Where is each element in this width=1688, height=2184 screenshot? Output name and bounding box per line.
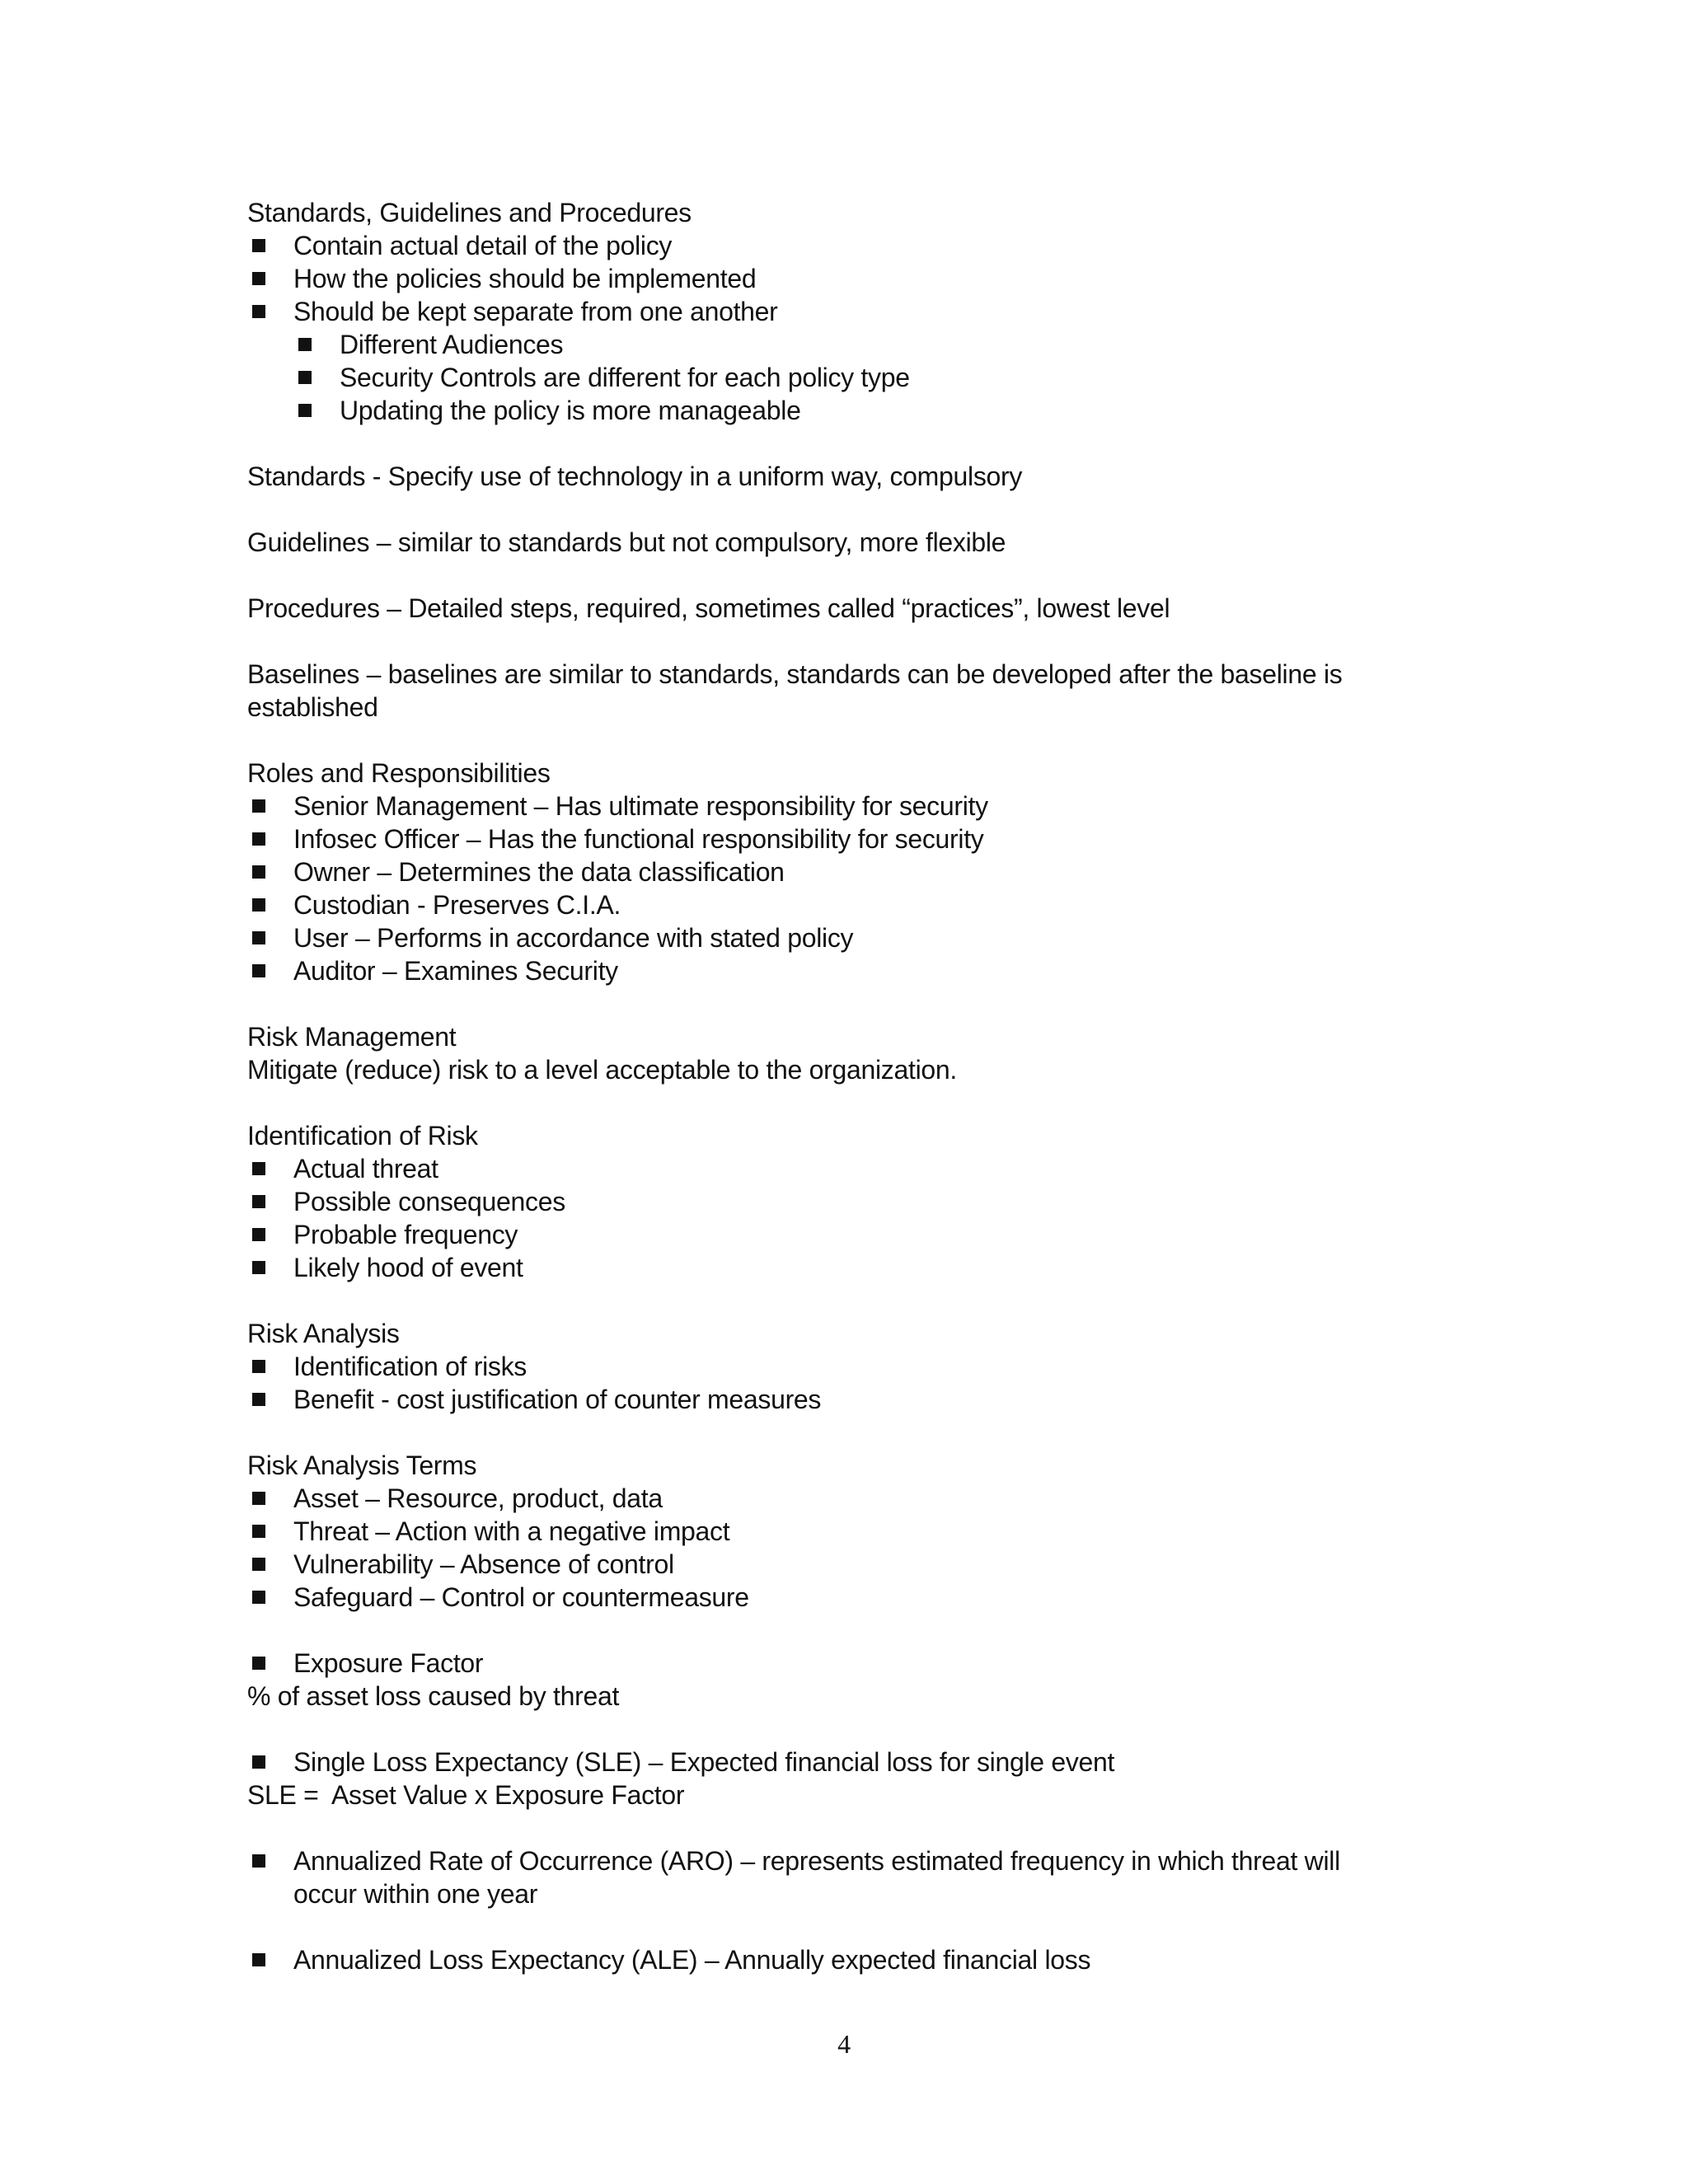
bullet-text: Single Loss Expectancy (SLE) – Expected financial loss for single event: [293, 1747, 1115, 1777]
definition-procedures: Procedures – Detailed steps, required, sometimes called “practices”, lowest level: [247, 593, 1170, 623]
bullet-text: Vulnerability – Absence of control: [293, 1549, 674, 1579]
bullet-text: Threat – Action with a negative impact: [293, 1516, 730, 1546]
bullet-item: [293, 823, 984, 855]
bullet-text: Security Controls are different for each policy type: [340, 363, 910, 392]
bullet-text: Different Audiences: [340, 330, 564, 359]
bullet-item: [293, 888, 621, 921]
section-heading: Risk Analysis Terms: [247, 1451, 477, 1480]
formula: SLE = Asset Value x Exposure Factor: [247, 1780, 685, 1810]
square-bullet-icon: [252, 1755, 265, 1769]
square-bullet-icon: [252, 898, 265, 912]
square-bullet-icon: [252, 272, 265, 285]
section-heading: Risk Analysis: [247, 1319, 400, 1348]
bullet-text: Contain actual detail of the policy: [293, 231, 673, 260]
square-bullet-icon: [252, 799, 265, 813]
bullet-item: [293, 921, 853, 954]
bullet-item: [293, 1185, 565, 1218]
bullet-item: [293, 295, 778, 328]
square-bullet-icon: [252, 832, 265, 846]
sub-bullet-item: [340, 328, 563, 361]
bullet-item: [293, 790, 988, 823]
bullet-item: [293, 1152, 438, 1185]
definition-guidelines: Guidelines – similar to standards but not compulsory, more flexible: [247, 527, 1006, 557]
sub-bullet-item: [340, 394, 801, 427]
square-bullet-icon: [252, 1195, 265, 1208]
bullet-text: Annualized Rate of Occurrence (ARO) – represents estimated frequency in which threat will: [293, 1846, 1340, 1876]
bullet-item: [293, 229, 672, 262]
bullet-continuation: occur within one year: [293, 1879, 538, 1909]
bullet-item: [293, 1383, 821, 1416]
definition-standards: Standards - Specify use of technology in a uniform way, compulsory: [247, 462, 1023, 491]
bullet-item: [293, 1581, 749, 1614]
section-heading: Identification of Risk: [247, 1121, 478, 1151]
square-bullet-icon: [252, 1854, 265, 1868]
square-bullet-icon: [298, 404, 312, 417]
bullet-text: Identification of risks: [293, 1352, 528, 1381]
bullet-text: Actual threat: [293, 1154, 438, 1183]
bullet-item: [293, 1844, 1340, 1877]
bullet-text: Asset – Resource, product, data: [293, 1483, 663, 1513]
bullet-item: [293, 262, 756, 295]
bullet-item: [293, 1647, 483, 1680]
bullet-item: [293, 954, 618, 987]
bullet-item: [293, 1251, 523, 1284]
bullet-text: Probable frequency: [293, 1220, 518, 1249]
section-heading: Standards, Guidelines and Procedures: [247, 198, 692, 227]
square-bullet-icon: [252, 865, 265, 879]
square-bullet-icon: [252, 1558, 265, 1571]
bullet-text: Annualized Loss Expectancy (ALE) – Annually expected financial loss: [293, 1945, 1091, 1975]
square-bullet-icon: [252, 1953, 265, 1966]
bullet-item: [293, 1548, 674, 1581]
square-bullet-icon: [252, 964, 265, 977]
paragraph: % of asset loss caused by threat: [247, 1681, 620, 1711]
square-bullet-icon: [252, 1492, 265, 1505]
square-bullet-icon: [252, 931, 265, 944]
section-heading: Risk Management: [247, 1022, 457, 1052]
definition-baselines: Baselines – baselines are similar to standards, standards can be developed after the baseline is: [247, 659, 1343, 689]
bullet-text: Custodian - Preserves C.I.A.: [293, 890, 621, 920]
square-bullet-icon: [252, 1261, 265, 1274]
section-heading: Roles and Responsibilities: [247, 758, 551, 788]
square-bullet-icon: [252, 1657, 265, 1670]
bullet-text: Infosec Officer – Has the functional responsibility for security: [293, 824, 984, 854]
bullet-item: [293, 1943, 1090, 1976]
bullet-text: Benefit - cost justification of counter measures: [293, 1385, 822, 1414]
bullet-text: Possible consequences: [293, 1187, 565, 1216]
sub-bullet-item: [340, 361, 910, 394]
bullet-item: [293, 1218, 518, 1251]
square-bullet-icon: [298, 338, 312, 351]
bullet-text: Owner – Determines the data classification: [293, 857, 785, 887]
page-number: 4: [837, 2029, 851, 2059]
square-bullet-icon: [252, 1525, 265, 1538]
square-bullet-icon: [252, 1360, 265, 1373]
square-bullet-icon: [252, 1591, 265, 1604]
bullet-item: [293, 855, 785, 888]
square-bullet-icon: [298, 371, 312, 384]
bullet-item: [293, 1746, 1114, 1779]
square-bullet-icon: [252, 1393, 265, 1406]
bullet-item: [293, 1350, 527, 1383]
bullet-text: User – Performs in accordance with stated policy: [293, 923, 854, 953]
paragraph: Mitigate (reduce) risk to a level acceptable to the organization.: [247, 1055, 957, 1085]
bullet-text: Senior Management – Has ultimate responsibility for security: [293, 791, 988, 821]
bullet-text: Updating the policy is more manageable: [340, 396, 801, 425]
bullet-text: Likely hood of event: [293, 1253, 523, 1282]
square-bullet-icon: [252, 305, 265, 318]
bullet-text: Should be kept separate from one another: [293, 297, 778, 326]
bullet-item: [293, 1482, 663, 1515]
bullet-text: Safeguard – Control or countermeasure: [293, 1582, 749, 1612]
square-bullet-icon: [252, 1228, 265, 1241]
square-bullet-icon: [252, 1162, 265, 1175]
bullet-text: How the policies should be implemented: [293, 264, 757, 293]
definition-baselines-continued: established: [247, 692, 378, 722]
bullet-text: Exposure Factor: [293, 1648, 484, 1678]
bullet-text: Auditor – Examines Security: [293, 956, 618, 986]
square-bullet-icon: [252, 239, 265, 252]
bullet-item: [293, 1515, 729, 1548]
